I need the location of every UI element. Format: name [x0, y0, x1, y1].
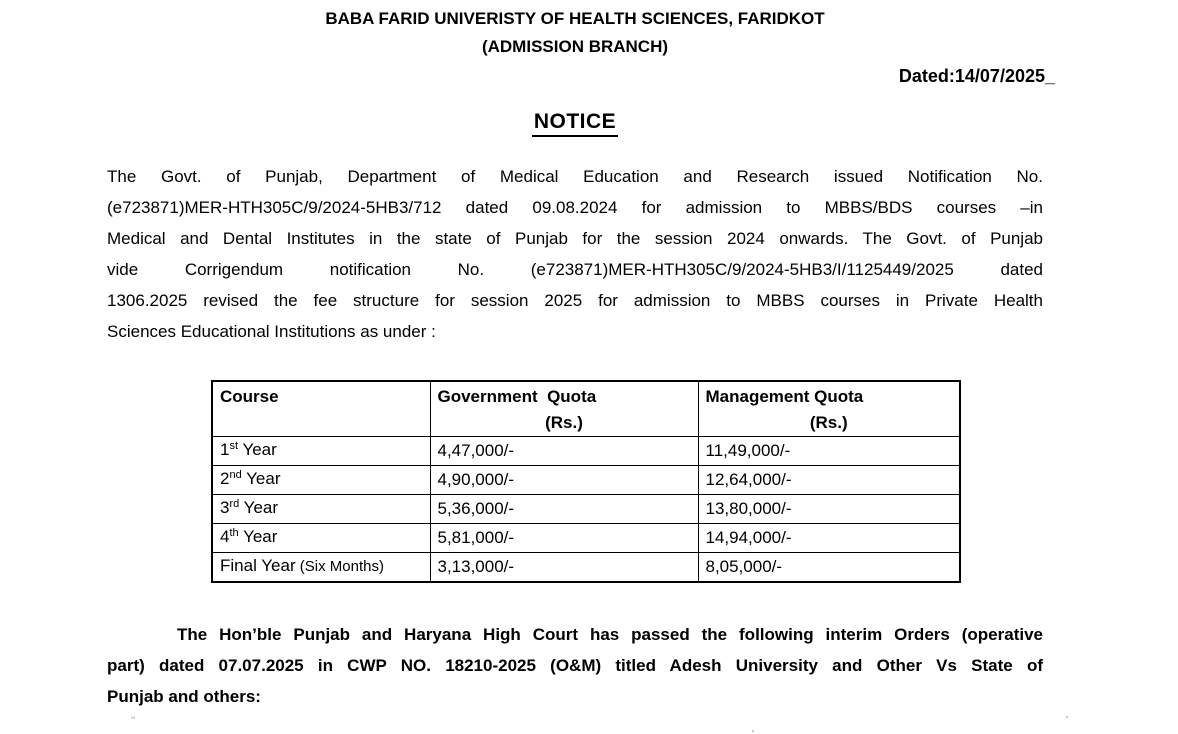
- cell-government-quota: 3,13,000/-: [430, 553, 698, 583]
- course-note: (Six Months): [295, 558, 384, 575]
- course-label-rest: Year: [239, 498, 279, 517]
- header-course-label: Course: [220, 387, 279, 406]
- cell-management-quota: 12,64,000/-: [698, 466, 960, 495]
- header-mgmt-unit: (Rs.): [809, 413, 848, 432]
- notice-heading-row: [107, 110, 1043, 137]
- dated-line: Dated:14/07/2025_: [898, 66, 1055, 86]
- cell-course: [212, 437, 430, 466]
- paragraph-line: The Hon’ble Punjab and Haryana High Court has passed the following interim Orders (operative: [177, 625, 1043, 644]
- cell-course: [212, 495, 430, 524]
- paragraph-line: 1306.2025 revised the fee structure for session 2025 for admission to MBBS courses in Private Health: [107, 291, 1043, 310]
- header-gov-unit: (Rs.): [545, 413, 583, 432]
- table-row: [212, 466, 960, 495]
- header-government-quota: [430, 381, 698, 437]
- table-row: [212, 553, 960, 583]
- cutoff-text-artifact: “: [131, 713, 136, 728]
- cell-government-quota: 5,36,000/-: [430, 495, 698, 524]
- header-course: [212, 381, 430, 437]
- paragraph-line: The Govt. of Punjab, Department of Medical Education and Research issued Notification No.: [107, 167, 1043, 186]
- table-row: [212, 437, 960, 466]
- ordinal-suffix: th: [229, 527, 239, 539]
- closing-paragraph: [107, 619, 1043, 712]
- cell-course: [212, 524, 430, 553]
- fee-table: [211, 380, 961, 583]
- org-title-line2: (ADMISSION BRANCH): [481, 37, 669, 56]
- cell-course: [212, 466, 430, 495]
- cell-management-quota: 14,94,000/-: [698, 524, 960, 553]
- course-label: 2: [220, 469, 230, 488]
- cutoff-text-artifact: [752, 730, 754, 732]
- course-label: Final Year: [220, 556, 296, 575]
- course-label-rest: Year: [238, 527, 278, 546]
- course-label: 3: [220, 498, 230, 517]
- course-label: 4: [220, 527, 230, 546]
- cell-course: [212, 553, 430, 583]
- cell-management-quota: 8,05,000/-: [698, 553, 960, 583]
- notice-heading: NOTICE: [532, 110, 618, 137]
- paragraph-line: vide Corrigendum notification No. (e723871)MER-HTH305C/9/2024-5HB3/I/1125449/2025 dated: [107, 260, 1043, 279]
- ordinal-suffix: rd: [229, 498, 240, 510]
- cell-government-quota: 5,81,000/-: [430, 524, 698, 553]
- course-label-rest: Year: [238, 440, 277, 459]
- ordinal-suffix: nd: [229, 469, 242, 481]
- table-row: [212, 495, 960, 524]
- header-management-quota: [698, 381, 960, 437]
- paragraph-line: part) dated 07.07.2025 in CWP NO. 18210-2025 (O&M) titled Adesh University and Other Vs State of: [107, 656, 1043, 675]
- course-label: 1: [220, 440, 230, 459]
- paragraph-line: Punjab and others:: [107, 687, 261, 706]
- fee-table-header-row: [212, 381, 960, 437]
- org-title-line1: BABA FARID UNIVERISTY OF HEALTH SCIENCES, FARIDKOT: [325, 9, 825, 28]
- cell-management-quota: 13,80,000/-: [698, 495, 960, 524]
- intro-paragraph: [107, 161, 1043, 347]
- cutoff-text-artifact: [1066, 716, 1068, 718]
- paragraph-line: Medical and Dental Institutes in the state of Punjab for the session 2024 onwards. The Govt. of Punjab: [107, 229, 1043, 248]
- table-row: [212, 524, 960, 553]
- paragraph-line: Sciences Educational Institutions as under :: [107, 322, 436, 341]
- paragraph-line: (e723871)MER-HTH305C/9/2024-5HB3/712 dated 09.08.2024 for admission to MBBS/BDS courses –in: [107, 198, 1043, 217]
- ordinal-suffix: st: [229, 440, 239, 452]
- cell-government-quota: 4,90,000/-: [430, 466, 698, 495]
- course-label-rest: Year: [241, 469, 281, 488]
- header-mgmt-label: Management Quota: [705, 387, 864, 406]
- cell-management-quota: 11,49,000/-: [698, 437, 960, 466]
- header-gov-label: Government Quota: [437, 387, 597, 406]
- cell-government-quota: 4,47,000/-: [430, 437, 698, 466]
